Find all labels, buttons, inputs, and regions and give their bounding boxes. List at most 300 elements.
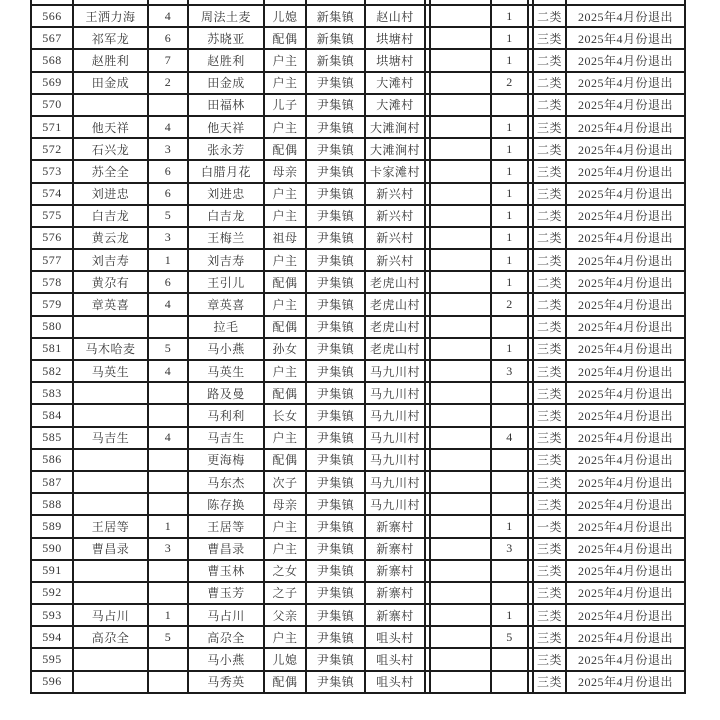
cell-household-head: 白吉龙 [73, 205, 148, 227]
cell-member-name: 曹昌录 [188, 538, 264, 560]
cell-household-size [148, 560, 188, 582]
cell-village: 咀头村 [365, 626, 425, 648]
cell-town: 尹集镇 [306, 582, 365, 604]
cell-category: 一类 [533, 515, 566, 537]
cell-exit-note: 2025年4月份退出 [566, 360, 685, 382]
cell-blank [430, 183, 491, 205]
cell-member-name: 陈存换 [188, 493, 264, 515]
table-row [31, 27, 685, 49]
cell-blank [430, 449, 491, 471]
cell-relation: 户主 [264, 249, 306, 271]
cell-count [491, 382, 528, 404]
cell-village: 老虎山村 [365, 338, 425, 360]
cell-exit-note: 2025年4月份退出 [566, 515, 685, 537]
cell-seq: 595 [31, 648, 73, 670]
cell-count [491, 404, 528, 426]
cell-member-name: 马小燕 [188, 648, 264, 670]
cell-town: 尹集镇 [306, 538, 365, 560]
cell-count [491, 671, 528, 693]
table-row [31, 293, 685, 315]
cell-relation: 母亲 [264, 160, 306, 182]
cell-count: 1 [491, 183, 528, 205]
table-row [31, 493, 685, 515]
cell-exit-note: 2025年4月份退出 [566, 604, 685, 626]
cell-member-name: 曹玉芳 [188, 582, 264, 604]
cell-seq: 572 [31, 138, 73, 160]
cell-relation: 祖母 [264, 227, 306, 249]
cell-town: 尹集镇 [306, 338, 365, 360]
table-row [31, 338, 685, 360]
cell-seq: 582 [31, 360, 73, 382]
cell-village: 老虎山村 [365, 293, 425, 315]
cell-count [491, 582, 528, 604]
cell-village: 新寨村 [365, 538, 425, 560]
cell-town: 尹集镇 [306, 116, 365, 138]
cell-blank [430, 94, 491, 116]
cell-household-size: 6 [148, 271, 188, 293]
cell-household-size: 6 [148, 160, 188, 182]
cell-member-name: 马吉生 [188, 427, 264, 449]
cell-member-name: 周法土麦 [188, 5, 264, 27]
cell-seq: 585 [31, 427, 73, 449]
table-row [31, 249, 685, 271]
cell-village: 咀头村 [365, 648, 425, 670]
cell-seq: 573 [31, 160, 73, 182]
cell-village: 垬塘村 [365, 27, 425, 49]
cell-seq: 583 [31, 382, 73, 404]
cell-member-name: 马利利 [188, 404, 264, 426]
cell-count [491, 316, 528, 338]
cell-category: 二类 [533, 5, 566, 27]
cell-town: 尹集镇 [306, 138, 365, 160]
cell-count: 3 [491, 538, 528, 560]
table-row [31, 648, 685, 670]
cell-count [491, 471, 528, 493]
cell-exit-note: 2025年4月份退出 [566, 160, 685, 182]
cell-member-name: 马占川 [188, 604, 264, 626]
cell-household-head: 石兴龙 [73, 138, 148, 160]
cell-relation: 配偶 [264, 449, 306, 471]
cell-exit-note: 2025年4月份退出 [566, 116, 685, 138]
cell-exit-note: 2025年4月份退出 [566, 582, 685, 604]
cell-blank [430, 471, 491, 493]
cell-member-name: 章英喜 [188, 293, 264, 315]
cell-town: 新集镇 [306, 49, 365, 71]
cell-village: 马九川村 [365, 493, 425, 515]
table-row [31, 427, 685, 449]
cell-seq: 577 [31, 249, 73, 271]
table-row [31, 404, 685, 426]
cell-town: 尹集镇 [306, 671, 365, 693]
cell-blank [430, 72, 491, 94]
cell-village: 老虎山村 [365, 271, 425, 293]
cell-village: 新寨村 [365, 604, 425, 626]
table-body [31, 0, 685, 693]
table-row [31, 205, 685, 227]
cell-exit-note: 2025年4月份退出 [566, 471, 685, 493]
cell-count: 2 [491, 72, 528, 94]
table-row [31, 560, 685, 582]
cell-town: 尹集镇 [306, 227, 365, 249]
cell-town: 尹集镇 [306, 360, 365, 382]
cell-count: 1 [491, 604, 528, 626]
cell-household-head: 王居等 [73, 515, 148, 537]
cell-blank [430, 271, 491, 293]
cell-category: 二类 [533, 72, 566, 94]
cell-seq: 584 [31, 404, 73, 426]
cell-town: 尹集镇 [306, 404, 365, 426]
cell-category: 三类 [533, 338, 566, 360]
cell-member-name: 高尕全 [188, 626, 264, 648]
cell-category: 三类 [533, 626, 566, 648]
cell-blank [430, 404, 491, 426]
cell-blank [430, 227, 491, 249]
cell-member-name: 更海梅 [188, 449, 264, 471]
cell-relation: 配偶 [264, 382, 306, 404]
cell-member-name: 白吉龙 [188, 205, 264, 227]
cell-village: 卡家滩村 [365, 160, 425, 182]
cell-village: 马九川村 [365, 471, 425, 493]
cell-relation: 户主 [264, 515, 306, 537]
cell-household-head: 马英生 [73, 360, 148, 382]
cell-household-size: 5 [148, 626, 188, 648]
cell-household-size: 5 [148, 338, 188, 360]
cell-relation: 户主 [264, 49, 306, 71]
cell-household-head [73, 493, 148, 515]
cell-exit-note: 2025年4月份退出 [566, 560, 685, 582]
cell-seq: 576 [31, 227, 73, 249]
cell-relation: 父亲 [264, 604, 306, 626]
cell-category: 二类 [533, 227, 566, 249]
cell-blank [430, 648, 491, 670]
cell-household-size: 1 [148, 249, 188, 271]
cell-household-head: 田金成 [73, 72, 148, 94]
cell-count [491, 449, 528, 471]
cell-household-head: 黄尕有 [73, 271, 148, 293]
cell-relation: 户主 [264, 427, 306, 449]
cell-household-size: 4 [148, 427, 188, 449]
cell-count: 1 [491, 116, 528, 138]
cell-count: 1 [491, 338, 528, 360]
cell-relation: 配偶 [264, 27, 306, 49]
cell-exit-note: 2025年4月份退出 [566, 404, 685, 426]
cell-village: 马九川村 [365, 404, 425, 426]
cell-village: 新寨村 [365, 582, 425, 604]
cell-blank [430, 493, 491, 515]
cell-household-head [73, 94, 148, 116]
cell-exit-note: 2025年4月份退出 [566, 449, 685, 471]
cell-count: 1 [491, 5, 528, 27]
cell-relation: 配偶 [264, 671, 306, 693]
cell-town: 新集镇 [306, 5, 365, 27]
cell-category: 三类 [533, 538, 566, 560]
cell-household-head: 苏全全 [73, 160, 148, 182]
cell-household-head: 马吉生 [73, 427, 148, 449]
table-row [31, 94, 685, 116]
cell-relation: 儿媳 [264, 5, 306, 27]
cell-relation: 户主 [264, 626, 306, 648]
cell-household-head [73, 648, 148, 670]
cell-count: 2 [491, 293, 528, 315]
cell-seq: 567 [31, 27, 73, 49]
table-row [31, 5, 685, 27]
cell-count: 1 [491, 271, 528, 293]
cell-town: 尹集镇 [306, 648, 365, 670]
cell-count: 1 [491, 249, 528, 271]
table-row [31, 271, 685, 293]
cell-member-name: 张永芳 [188, 138, 264, 160]
cell-village: 大滩涧村 [365, 116, 425, 138]
cell-town: 尹集镇 [306, 293, 365, 315]
cell-seq: 575 [31, 205, 73, 227]
cell-village: 老虎山村 [365, 316, 425, 338]
table-row [31, 626, 685, 648]
cell-household-head: 刘吉寿 [73, 249, 148, 271]
table-row [31, 316, 685, 338]
table-row [31, 49, 685, 71]
cell-blank [430, 671, 491, 693]
cell-household-size: 6 [148, 183, 188, 205]
cell-town: 尹集镇 [306, 626, 365, 648]
cell-town: 尹集镇 [306, 382, 365, 404]
cell-exit-note: 2025年4月份退出 [566, 538, 685, 560]
cell-blank [430, 5, 491, 27]
cell-town: 尹集镇 [306, 449, 365, 471]
cell-household-size [148, 404, 188, 426]
cell-household-head: 章英喜 [73, 293, 148, 315]
cell-relation: 儿媳 [264, 648, 306, 670]
cell-town: 尹集镇 [306, 271, 365, 293]
cell-blank [430, 160, 491, 182]
cell-village: 新兴村 [365, 227, 425, 249]
cell-relation: 儿子 [264, 94, 306, 116]
data-table [30, 0, 686, 694]
cell-blank [430, 360, 491, 382]
cell-exit-note: 2025年4月份退出 [566, 427, 685, 449]
cell-member-name: 马小燕 [188, 338, 264, 360]
cell-member-name: 马秀英 [188, 671, 264, 693]
cell-category: 三类 [533, 116, 566, 138]
cell-village: 赵山村 [365, 5, 425, 27]
cell-member-name: 王梅兰 [188, 227, 264, 249]
cell-category: 三类 [533, 604, 566, 626]
cell-household-head: 高尕全 [73, 626, 148, 648]
cell-relation: 户主 [264, 116, 306, 138]
cell-member-name: 田福林 [188, 94, 264, 116]
cell-blank [430, 626, 491, 648]
cell-seq: 568 [31, 49, 73, 71]
cell-household-head [73, 404, 148, 426]
cell-member-name: 苏晓亚 [188, 27, 264, 49]
cell-exit-note: 2025年4月份退出 [566, 338, 685, 360]
table-row [31, 382, 685, 404]
cell-household-size [148, 671, 188, 693]
cell-town: 尹集镇 [306, 205, 365, 227]
cell-count: 1 [491, 138, 528, 160]
cell-exit-note: 2025年4月份退出 [566, 493, 685, 515]
table-row [31, 227, 685, 249]
cell-exit-note: 2025年4月份退出 [566, 27, 685, 49]
cell-town: 尹集镇 [306, 160, 365, 182]
cell-relation: 之子 [264, 582, 306, 604]
cell-village: 马九川村 [365, 382, 425, 404]
cell-category: 三类 [533, 404, 566, 426]
cell-blank [430, 249, 491, 271]
cell-count: 1 [491, 227, 528, 249]
cell-household-head: 王洒力海 [73, 5, 148, 27]
cell-seq: 588 [31, 493, 73, 515]
cell-category: 二类 [533, 249, 566, 271]
cell-household-head [73, 582, 148, 604]
cell-household-size [148, 449, 188, 471]
cell-seq: 591 [31, 560, 73, 582]
cell-count: 4 [491, 427, 528, 449]
cell-relation: 户主 [264, 72, 306, 94]
cell-count [491, 493, 528, 515]
cell-town: 尹集镇 [306, 604, 365, 626]
cell-seq: 574 [31, 183, 73, 205]
cell-member-name: 赵胜利 [188, 49, 264, 71]
cell-household-head: 他天祥 [73, 116, 148, 138]
cell-seq: 566 [31, 5, 73, 27]
cell-blank [430, 515, 491, 537]
cell-count: 1 [491, 205, 528, 227]
cell-category: 二类 [533, 94, 566, 116]
cell-household-size: 4 [148, 360, 188, 382]
cell-count [491, 648, 528, 670]
cell-village: 马九川村 [365, 360, 425, 382]
cell-household-size [148, 471, 188, 493]
cell-count: 1 [491, 515, 528, 537]
cell-member-name: 马东杰 [188, 471, 264, 493]
cell-member-name: 路及曼 [188, 382, 264, 404]
cell-exit-note: 2025年4月份退出 [566, 205, 685, 227]
cell-relation: 户主 [264, 183, 306, 205]
cell-seq: 594 [31, 626, 73, 648]
cell-town: 尹集镇 [306, 316, 365, 338]
cell-village: 马九川村 [365, 427, 425, 449]
cell-village: 新兴村 [365, 205, 425, 227]
cell-town: 尹集镇 [306, 72, 365, 94]
cell-blank [430, 582, 491, 604]
cell-village: 大滩村 [365, 94, 425, 116]
cell-seq: 592 [31, 582, 73, 604]
cell-seq: 589 [31, 515, 73, 537]
cell-household-size: 2 [148, 72, 188, 94]
cell-exit-note: 2025年4月份退出 [566, 183, 685, 205]
cell-member-name: 拉毛 [188, 316, 264, 338]
cell-village: 大滩涧村 [365, 138, 425, 160]
cell-member-name: 马英生 [188, 360, 264, 382]
cell-household-size [148, 493, 188, 515]
cell-member-name: 刘进忠 [188, 183, 264, 205]
cell-seq: 581 [31, 338, 73, 360]
cell-exit-note: 2025年4月份退出 [566, 49, 685, 71]
cell-category: 三类 [533, 360, 566, 382]
cell-household-head: 赵胜利 [73, 49, 148, 71]
table-row [31, 72, 685, 94]
cell-blank [430, 293, 491, 315]
cell-member-name: 白腊月花 [188, 160, 264, 182]
cell-household-size: 1 [148, 604, 188, 626]
cell-exit-note: 2025年4月份退出 [566, 293, 685, 315]
cell-blank [430, 138, 491, 160]
table-row [31, 449, 685, 471]
cell-relation: 长女 [264, 404, 306, 426]
cell-member-name: 田金成 [188, 72, 264, 94]
cell-relation: 户主 [264, 360, 306, 382]
table-row [31, 360, 685, 382]
cell-household-size: 4 [148, 116, 188, 138]
cell-member-name: 王居等 [188, 515, 264, 537]
cell-category: 二类 [533, 49, 566, 71]
table-row [31, 582, 685, 604]
cell-blank [430, 538, 491, 560]
cell-household-size: 4 [148, 5, 188, 27]
cell-category: 三类 [533, 560, 566, 582]
cell-town: 尹集镇 [306, 493, 365, 515]
cell-town: 尹集镇 [306, 94, 365, 116]
cell-village: 新寨村 [365, 515, 425, 537]
cell-household-size: 4 [148, 293, 188, 315]
cell-blank [430, 604, 491, 626]
cell-category: 三类 [533, 160, 566, 182]
cell-exit-note: 2025年4月份退出 [566, 271, 685, 293]
cell-category: 三类 [533, 183, 566, 205]
cell-category: 三类 [533, 471, 566, 493]
cell-town: 尹集镇 [306, 183, 365, 205]
cell-category: 二类 [533, 316, 566, 338]
cell-member-name: 他天祥 [188, 116, 264, 138]
cell-household-head: 马木哈麦 [73, 338, 148, 360]
cell-household-size [148, 648, 188, 670]
cell-village: 马九川村 [365, 449, 425, 471]
cell-category: 二类 [533, 293, 566, 315]
table-row [31, 471, 685, 493]
table-row [31, 671, 685, 693]
cell-household-head [73, 471, 148, 493]
cell-exit-note: 2025年4月份退出 [566, 5, 685, 27]
cell-seq: 590 [31, 538, 73, 560]
cell-household-head [73, 560, 148, 582]
cell-category: 二类 [533, 271, 566, 293]
cell-village: 新兴村 [365, 249, 425, 271]
cell-exit-note: 2025年4月份退出 [566, 249, 685, 271]
cell-seq: 580 [31, 316, 73, 338]
cell-exit-note: 2025年4月份退出 [566, 626, 685, 648]
cell-blank [430, 49, 491, 71]
cell-blank [430, 316, 491, 338]
cell-count: 3 [491, 360, 528, 382]
cell-exit-note: 2025年4月份退出 [566, 138, 685, 160]
cell-category: 三类 [533, 27, 566, 49]
cell-exit-note: 2025年4月份退出 [566, 227, 685, 249]
cell-household-size: 3 [148, 227, 188, 249]
cell-village: 咀头村 [365, 671, 425, 693]
cell-category: 二类 [533, 205, 566, 227]
cell-town: 尹集镇 [306, 427, 365, 449]
cell-relation: 配偶 [264, 138, 306, 160]
cell-seq: 570 [31, 94, 73, 116]
cell-relation: 户主 [264, 205, 306, 227]
table-row [31, 160, 685, 182]
cell-blank [430, 338, 491, 360]
cell-category: 三类 [533, 382, 566, 404]
cell-count [491, 94, 528, 116]
table-row [31, 183, 685, 205]
cell-member-name: 王引儿 [188, 271, 264, 293]
cell-town: 尹集镇 [306, 471, 365, 493]
